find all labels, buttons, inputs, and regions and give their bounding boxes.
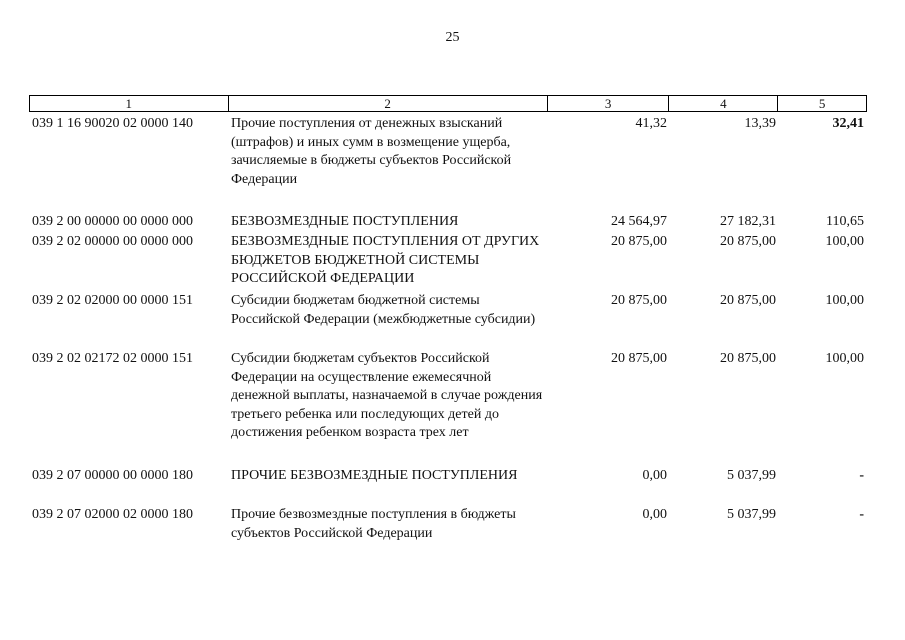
value-col-3: 0,00	[642, 468, 667, 483]
value-col-5: 32,41	[832, 116, 864, 131]
row-description: Субсидии бюджетам субъектов Российской Федерации на осуществление ежемесячной денежной выплаты, назначаемой в случае рождения третьего ребенка или последующих детей до достижения ребенком возраста трех лет	[231, 351, 543, 440]
column-header-5: 5	[818, 96, 826, 111]
value-col-5: 100,00	[825, 234, 864, 249]
table-row	[29, 213, 867, 232]
value-col-5: -	[859, 507, 864, 522]
value-col-3: 41,32	[635, 116, 667, 131]
value-col-5: 100,00	[825, 351, 864, 366]
row-description: Прочие безвозмездные поступления в бюджеты субъектов Российской Федерации	[231, 507, 516, 541]
value-col-3: 0,00	[642, 507, 667, 522]
budget-code: 039 2 07 02000 02 0000 180	[32, 507, 193, 522]
value-col-4: 13,39	[744, 116, 776, 131]
row-description: БЕЗВОЗМЕЗДНЫЕ ПОСТУПЛЕНИЯ	[231, 214, 459, 229]
table-row	[29, 350, 867, 443]
value-col-4: 20 875,00	[720, 234, 776, 249]
row-description: Прочие поступления от денежных взысканий (штрафов) и иных сумм в возмещение ущерба, зачисляемые в бюджеты субъектов Российской Федерации	[231, 116, 512, 187]
table-row	[29, 292, 867, 329]
budget-code: 039 2 02 02000 00 0000 151	[32, 293, 193, 308]
value-col-5: 110,65	[826, 214, 864, 229]
budget-code: 039 2 00 00000 00 0000 000	[32, 214, 193, 229]
value-col-4: 20 875,00	[720, 293, 776, 308]
value-col-3: 20 875,00	[611, 234, 667, 249]
value-col-3: 20 875,00	[611, 351, 667, 366]
column-header-2: 2	[229, 96, 548, 111]
budget-code: 039 2 02 02172 02 0000 151	[32, 351, 193, 366]
value-col-5: -	[859, 468, 864, 483]
table-header-row	[29, 95, 867, 112]
value-col-4: 5 037,99	[727, 468, 776, 483]
row-description: ПРОЧИЕ БЕЗВОЗМЕЗДНЫЕ ПОСТУПЛЕНИЯ	[231, 468, 518, 483]
budget-code: 039 2 07 00000 00 0000 180	[32, 468, 193, 483]
budget-code: 039 1 16 90020 02 0000 140	[32, 116, 193, 131]
value-col-4: 5 037,99	[727, 507, 776, 522]
value-col-4: 20 875,00	[720, 351, 776, 366]
row-description: БЕЗВОЗМЕЗДНЫЕ ПОСТУПЛЕНИЯ ОТ ДРУГИХ БЮДЖЕТОВ БЮДЖЕТНОЙ СИСТЕМЫ РОССИЙСКОЙ ФЕДЕРАЦИИ	[231, 234, 540, 286]
table-row	[29, 467, 867, 486]
value-col-5: 100,00	[825, 293, 864, 308]
budget-code: 039 2 02 00000 00 0000 000	[32, 234, 193, 249]
column-header-3: 3	[548, 96, 670, 111]
column-header-1: 1	[30, 96, 229, 111]
table-row	[29, 115, 867, 189]
table-row	[29, 506, 867, 543]
page-number: 25	[445, 30, 460, 45]
value-col-3: 20 875,00	[611, 293, 667, 308]
value-col-4: 27 182,31	[720, 214, 776, 229]
column-header-4: 4	[669, 96, 778, 111]
row-description: Субсидии бюджетам бюджетной системы Российской Федерации (межбюджетные субсидии)	[231, 293, 536, 327]
table-row	[29, 233, 867, 289]
value-col-3: 24 564,97	[611, 214, 667, 229]
